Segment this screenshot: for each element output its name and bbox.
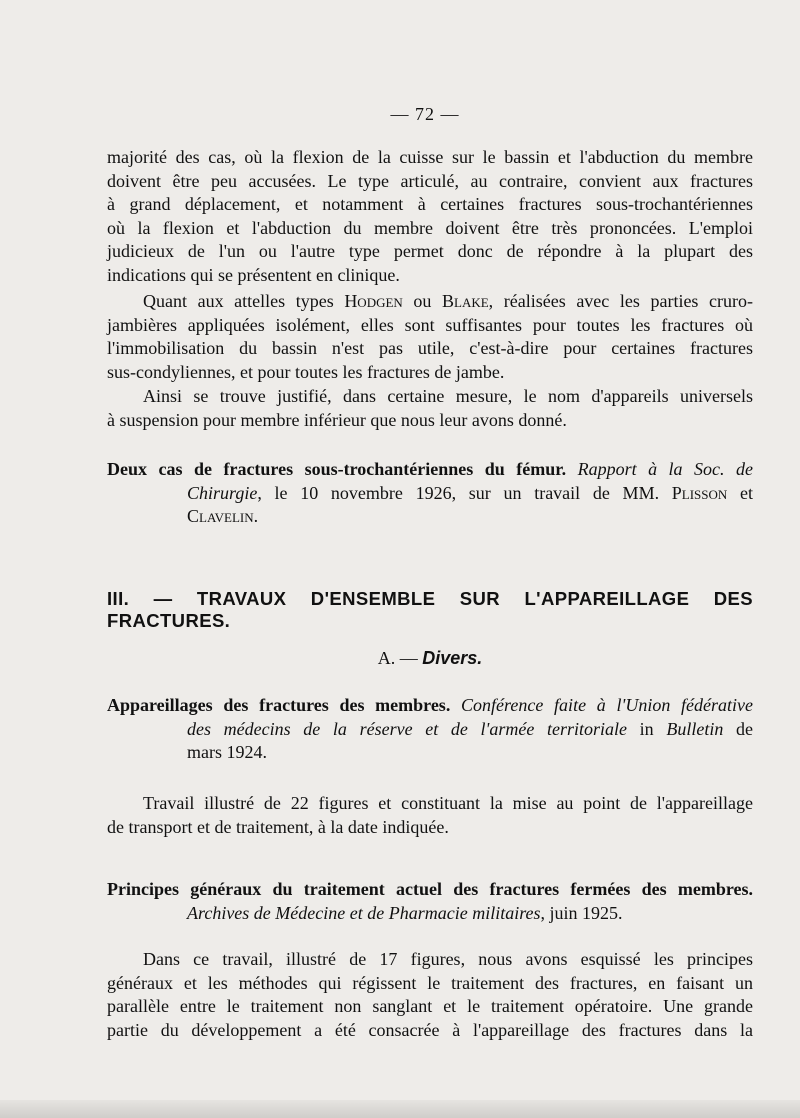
text-line (107, 290, 753, 314)
reference-conference: Conférence faite à l'Union fédérative (461, 695, 754, 715)
text-fragment: , réalisées avec les parties cruro- (488, 291, 753, 311)
text-fragment: ou (402, 291, 442, 311)
text-line: à suspension pour membre inférieur que nous leur avons donné. (107, 409, 567, 430)
text-line: l'immobilisation du bassin n'est pas utile, c'est-à-dire pour certaines fractures (107, 338, 753, 358)
page-number: — 72 — (390, 104, 460, 124)
section-heading: III. — TRAVAUX D'ENSEMBLE SUR L'APPAREILLAGE DES FRACTURES. (107, 588, 753, 631)
text-fragment: in (627, 718, 667, 739)
text-line: de transport et de traitement, à la date indiquée. (107, 816, 449, 837)
text-line: Dans ce travail, illustré de 17 figures, nous avons esquissé les principes (143, 949, 753, 969)
text-line: Travail illustré de 22 figures et constituant la mise au point de l'appareillage (143, 793, 753, 813)
subsection-letter: A. — (377, 648, 423, 668)
text-line: judicieux de l'un ou l'autre type permet donc de répondre à la plupart des (107, 241, 753, 261)
reference-1 (107, 458, 753, 529)
paragraph-1 (107, 146, 753, 287)
subsection-title: Divers. (422, 648, 483, 668)
text-line: partie du développement a été consacrée à l'appareillage des fractures dans la (107, 1019, 753, 1040)
reference-journal: Chirurgie (187, 482, 258, 503)
text-line: où la flexion et l'abduction du membre doivent être très prononcées. L'emploi (107, 217, 753, 238)
text-line: jambières appliquées isolément, elles sont suffisantes pour toutes les fractures où (107, 314, 753, 335)
text-fragment: , juin 1925. (540, 902, 623, 923)
text-line: mars 1924. (187, 742, 267, 762)
reference-3 (107, 878, 753, 925)
text-line: indications qui se présentent en clinique. (107, 264, 400, 285)
author-name: Clavelin (187, 506, 254, 526)
reference-journal: Rapport à la Soc. de (577, 459, 754, 479)
reference-journal: Bulletin (666, 718, 724, 739)
text-line: Ainsi se trouve justifié, dans certaine mesure, le nom d'appareils universels (143, 386, 753, 406)
text-line (107, 482, 753, 506)
subsection-heading (0, 648, 800, 669)
text-fragment: Quant aux attelles types (143, 291, 345, 311)
text-line: doivent être peu accusées. Le type articulé, au contraire, convient aux fractures (107, 170, 753, 191)
reference-title: Deux cas de fractures sous-trochantériennes du fémur. (107, 459, 567, 479)
paragraph-4 (107, 792, 753, 839)
author-name: Hodgen (344, 291, 403, 311)
text-line: parallèle entre le traitement non sanglant et le traitement opératoire. Une grande (107, 996, 753, 1016)
text-fragment: et (727, 482, 754, 503)
reference-title: Appareillages des fractures des membres. (107, 695, 451, 715)
paragraph-5 (107, 948, 753, 1042)
text-fragment: , le 10 novembre 1926, sur un travail de MM. (257, 482, 672, 503)
reference-2 (107, 694, 753, 765)
reference-journal: Archives de Médecine et de Pharmacie militaires (187, 902, 541, 923)
text-fragment: de (723, 718, 753, 739)
author-name: Blake (442, 291, 489, 311)
text-line (107, 902, 753, 926)
text-line (107, 694, 753, 718)
text-line (107, 878, 753, 902)
text-line: majorité des cas, où la flexion de la cuisse sur le bassin et l'abduction du membre (107, 147, 753, 167)
text-line (107, 505, 753, 529)
text-line: généraux et les méthodes qui régissent le traitement des fractures, en faisant un (107, 972, 753, 993)
text-line (107, 458, 753, 482)
text-line: à grand déplacement, et notamment à certaines fractures sous-trochantériennes (107, 194, 753, 214)
paragraph-2 (107, 290, 753, 384)
reference-conference: des médecins de la réserve et de l'armée territoriale (187, 718, 628, 739)
reference-title: Principes généraux du traitement actuel des fractures fermées des membres. (107, 879, 753, 899)
text-line (107, 718, 753, 742)
text-line: sus-condyliennes, et pour toutes les fractures de jambe. (107, 361, 505, 382)
paragraph-3 (107, 385, 753, 432)
author-name: Plisson (671, 482, 728, 503)
text-fragment: . (253, 506, 259, 526)
